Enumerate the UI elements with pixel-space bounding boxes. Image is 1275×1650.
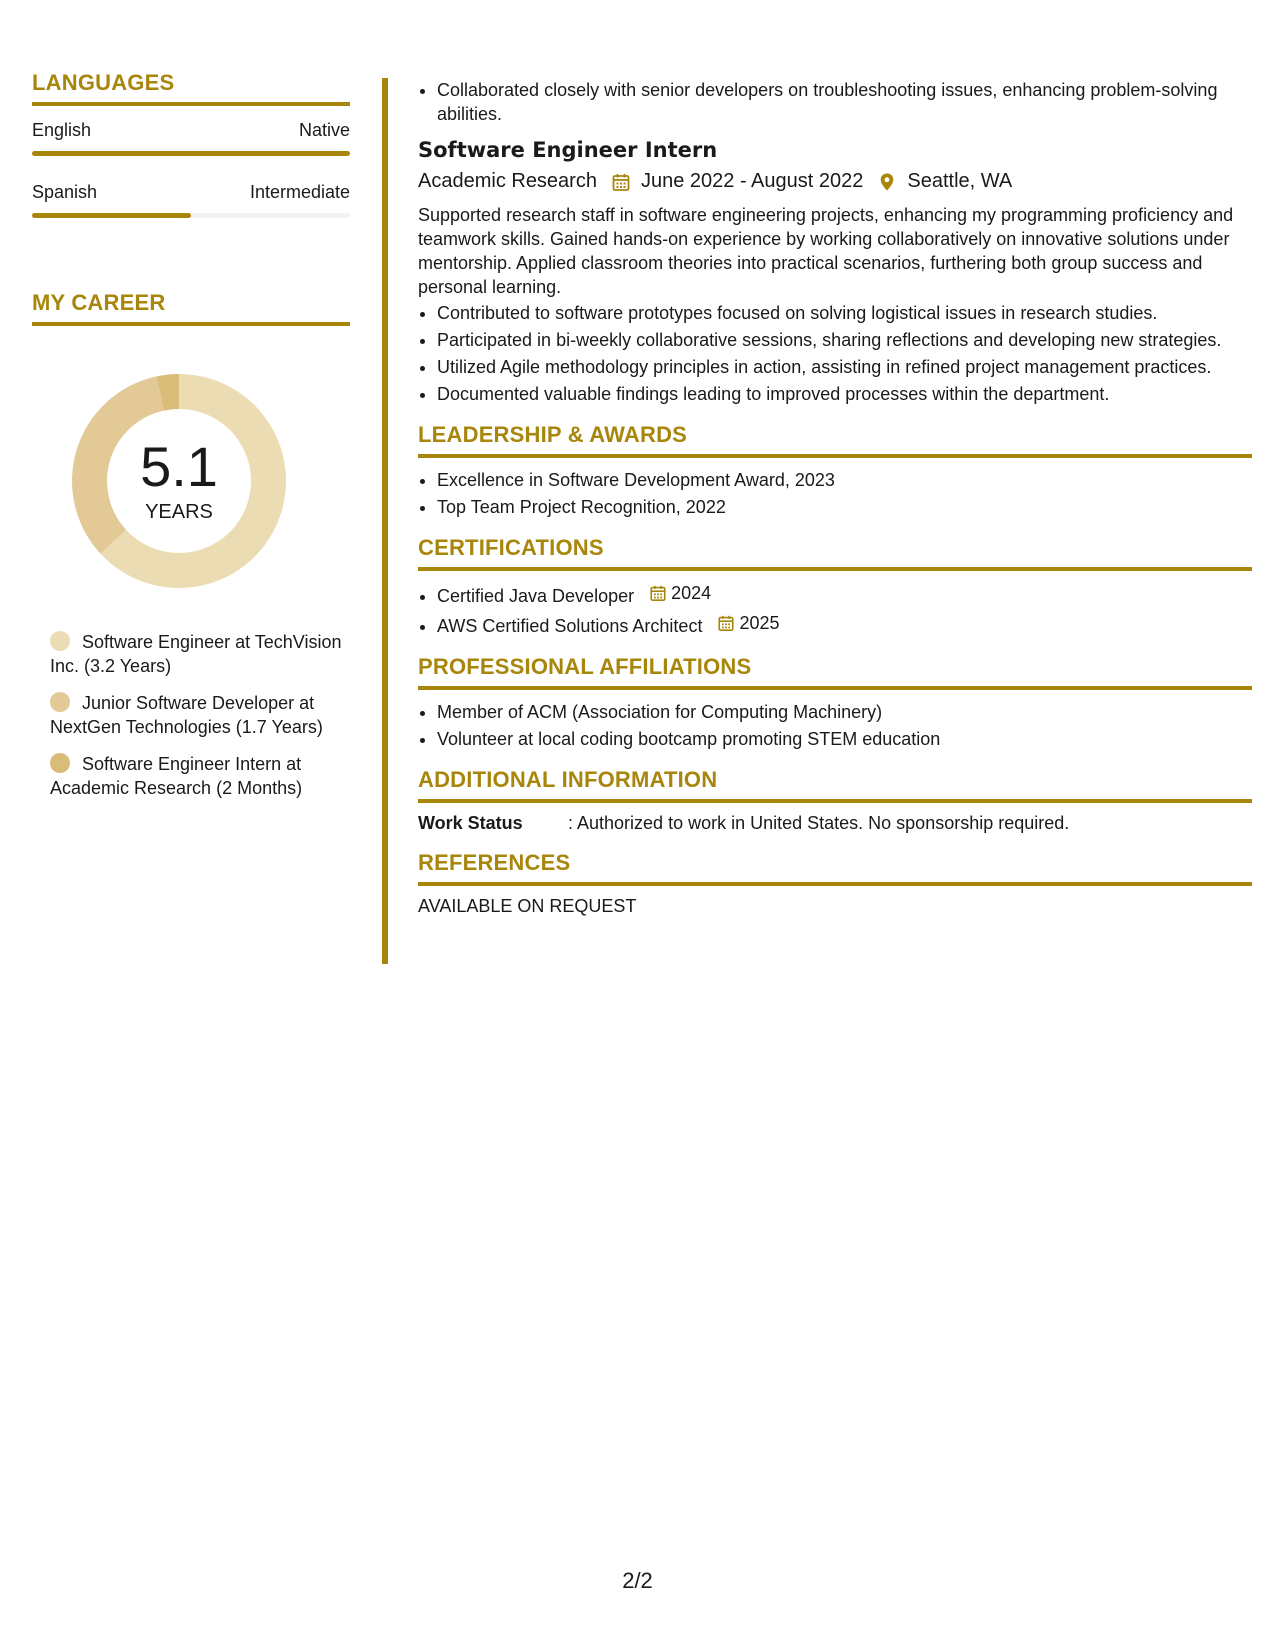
certification-year: 2025 (739, 613, 780, 633)
bullet-item: • Contributed to software prototypes focused on solving logistical issues in research studies. (437, 301, 1252, 325)
certifications-list (418, 581, 1252, 638)
language-name: Spanish (32, 182, 98, 202)
certification-item (437, 611, 1252, 638)
awards-list (418, 468, 1252, 519)
location-pin-icon (877, 172, 897, 192)
certifications-heading: CERTIFICATIONS (418, 535, 1252, 571)
award-item: • Excellence in Software Development Award, 2023 (437, 468, 1252, 492)
language-bar-fill (32, 151, 350, 156)
calendar-icon (717, 614, 735, 632)
work-status-label: Work Status (418, 813, 523, 833)
legend-label: Software Engineer at TechVision Inc. (3.2 Years) (50, 632, 342, 676)
language-level: Native (298, 120, 350, 140)
job-dates: June 2022 - August 2022 (640, 170, 864, 192)
language-name: English (32, 120, 92, 140)
donut-center (66, 368, 292, 594)
certification-name: AWS Certified Solutions Architect (437, 616, 703, 636)
bullet-item: • Participated in bi-weekly collaborative sessions, sharing reflections and developing new strategies. (437, 328, 1252, 352)
language-level: Intermediate (249, 182, 350, 202)
legend-item (50, 691, 350, 739)
legend-dot (50, 753, 70, 773)
additional-heading: ADDITIONAL INFORMATION (418, 767, 1252, 803)
career-donut (66, 368, 292, 594)
career-heading: MY CAREER (32, 290, 350, 326)
languages-list (32, 120, 350, 218)
affiliations-section (418, 654, 1252, 751)
calendar-icon (611, 172, 631, 192)
career-unit: YEARS (145, 500, 213, 523)
certification-item (437, 581, 1252, 608)
work-status-value: : Authorized to work in United States. No sponsorship required. (568, 813, 1070, 833)
certifications-section (418, 535, 1252, 638)
main-content (382, 78, 1252, 964)
prev-job-bullets (418, 78, 1252, 126)
work-status-row (418, 813, 1252, 834)
affiliation-item: • Member of ACM (Association for Computing Machinery) (437, 700, 1252, 724)
job-description: Supported research staff in software engineering projects, enhancing my programming proficiency and teamwork skills. Gained hands-on experience by working collaboratively on innovative solutions under mentorship. Applied classroom theories into practical scenarios, furthering both group success and personal learning. (418, 205, 1234, 297)
bullet-item: • Documented valuable findings leading to improved processes within the department. (437, 382, 1252, 406)
legend-dot (50, 631, 70, 651)
awards-section (418, 422, 1252, 519)
languages-heading: LANGUAGES (32, 70, 350, 106)
bullet-item: • Utilized Agile methodology principles in action, assisting in refined project management practices. (437, 355, 1252, 379)
award-item: • Top Team Project Recognition, 2022 (437, 495, 1252, 519)
language-item (32, 182, 350, 218)
legend-item (50, 752, 350, 800)
legend-label: Software Engineer Intern at Academic Research (2 Months) (50, 754, 303, 798)
affiliation-item: • Volunteer at local coding bootcamp promoting STEM education (437, 727, 1252, 751)
bullet-item: • Collaborated closely with senior developers on troubleshooting issues, enhancing problem-solving abilities. (437, 78, 1252, 126)
references-text: AVAILABLE ON REQUEST (418, 896, 637, 916)
job-company: Academic Research (418, 170, 597, 192)
career-legend (50, 630, 350, 800)
awards-heading: LEADERSHIP & AWARDS (418, 422, 1252, 458)
page-number: 2/2 (622, 1568, 653, 1593)
certification-name: Certified Java Developer (437, 586, 635, 606)
affiliations-heading: PROFESSIONAL AFFILIATIONS (418, 654, 1252, 690)
legend-dot (50, 692, 70, 712)
sidebar (32, 70, 350, 813)
legend-label: Junior Software Developer at NextGen Technologies (1.7 Years) (50, 693, 323, 737)
job-title: Software Engineer Intern (418, 138, 718, 162)
references-section (418, 850, 1252, 917)
affiliations-list (418, 700, 1252, 751)
language-bar-fill (32, 213, 191, 218)
job-bullets (418, 301, 1252, 406)
references-heading: REFERENCES (418, 850, 1252, 886)
legend-item (50, 630, 350, 678)
job-location: Seattle, WA (907, 170, 1013, 192)
calendar-icon (649, 584, 667, 602)
job-meta (418, 170, 1252, 193)
certification-year: 2024 (671, 583, 712, 603)
career-total: 5.1 (140, 434, 218, 498)
language-item (32, 120, 350, 156)
language-bar-track (32, 151, 350, 156)
additional-section (418, 767, 1252, 834)
language-bar-track (32, 213, 350, 218)
